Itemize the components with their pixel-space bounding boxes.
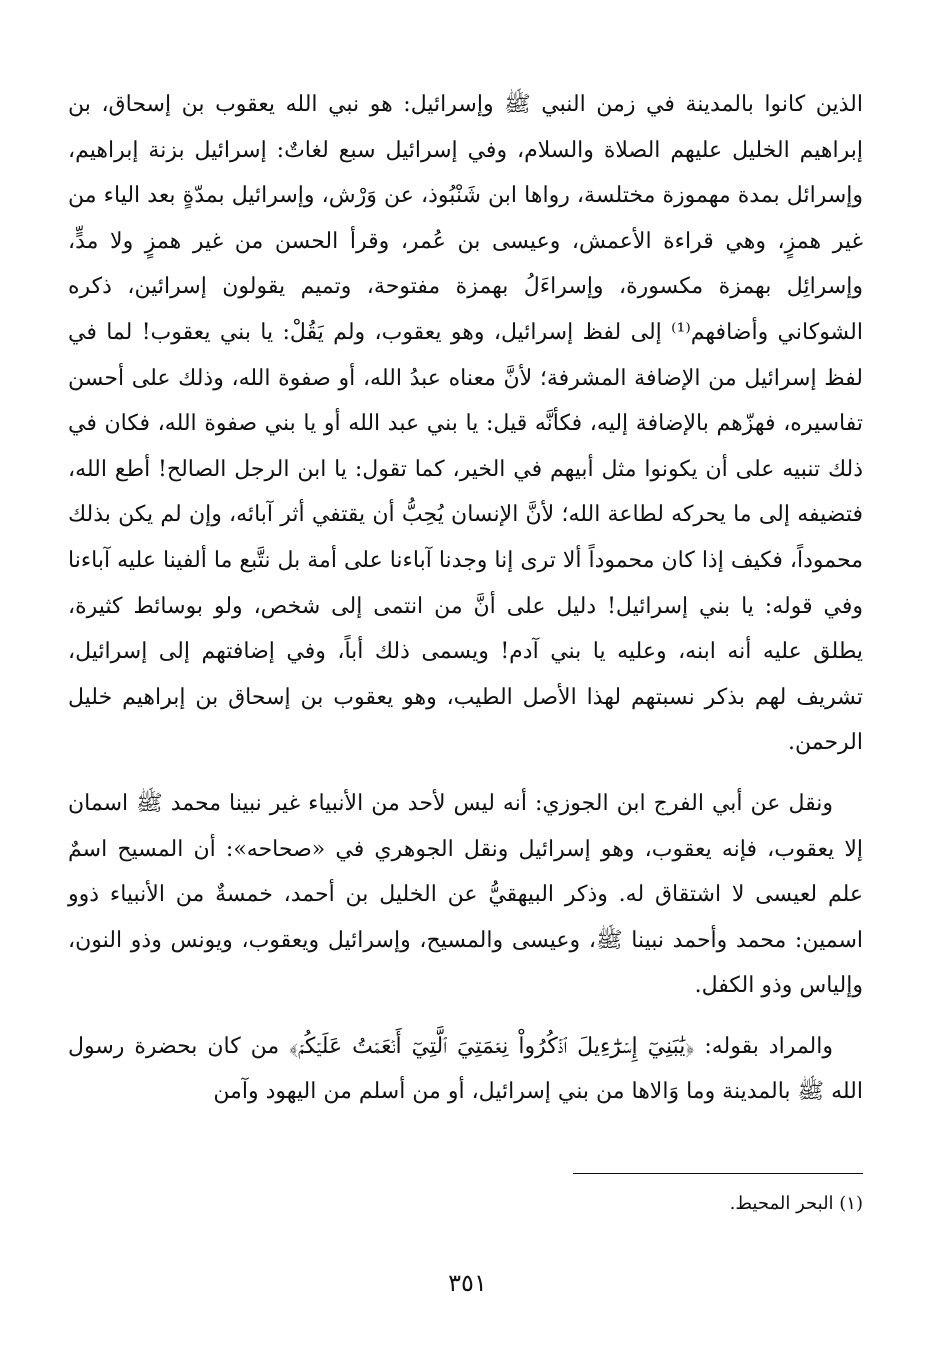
paragraph-1: الذين كانوا بالمدينة في زمن النبي ﷺ وإسرائيل: هو نبي الله يعقوب بن إسحاق، بن إبراهيم الخليل عليهم الصلاة والسلام، وفي إسرائيل سبع لغاتٌ: إسرائيل بزنة إبراهيم، وإسرائل بمدة مهموزة مختلسة، رواها ابن شَنْبُوذ، عن وَرْش، وإسرائيل بمدّةٍ بعد الياء من غير همزٍ، وهي قراءة الأعمش، وعيسى بن عُمر، وقرأ الحسن من غير همزٍ ولا مدٍّ، وإسرائِل بهمزة مكسورة، وإسراءَلُ بهمزة مفتوحة، وتميم يقولون إسرائين، ذكره الشوكاني وأضافهم⁽¹⁾ إلى لفظ إسرائيل، وهو يعقوب، ولم يَقُلْ: يا بني يعقوب! لما في لفظ إسرائيل من الإضافة المشرفة؛ لأنَّ معناه عبدُ الله، أو صفوة الله، وذلك على أحسن تفاسيره، فهزّهم بالإضافة إليه، فكأنَّه قيل: يا بني عبد الله أو يا بني صفوة الله، فكان في ذلك تنبيه على أن يكونوا مثل أبيهم في الخير، كما تقول: يا ابن الرجل الصالح! أطع الله، فتضيفه إلى ما يحركه لطاعة الله؛ لأنَّ الإنسان يُحِبُّ أن يقتفي أثر آبائه، وإن لم يكن بذلك محموداً، فكيف إذا كان محموداً ألا ترى إنا وجدنا آباءنا على أمة بل نتَّبع ما ألفينا عليه آباءنا وفي قوله: يا بني إسرائيل! دليل على أنَّ من انتمى إلى شخص، ولو بوسائط كثيرة، يطلق عليه أنه ابنه، وعليه يا بني آدم! ويسمى ذلك أباً، وفي إضافتهم إلى إسرائيل، تشريف لهم بذكر نسبتهم لهذا الأصل الطيب، وهو يعقوب بن إسحاق بن إبراهيم خليل الرحمن.: [68, 92, 864, 756]
footnote: (١) البحر المحيط.: [729, 1193, 863, 1214]
page-number: ٣٥١: [448, 1269, 487, 1297]
paragraph-2: ونقل عن أبي الفرج ابن الجوزي: أنه ليس لأحد من الأنبياء غير نبينا محمد ﷺ اسمان إلا يعقوب، فإنه يعقوب، وهو إسرائيل ونقل الجوهري في «صحاحه»: أن المسيح اسمٌ علم لعيسى لا اشتقاق له. وذكر البيهقيُّ عن الخليل بن أحمد، خمسةٌ من الأنبياء ذوو اسمين: محمد وأحمد نبينا ﷺ، وعيسى والمسيح، وإسرائيل ويعقوب، ويونس وذو النون، وإلياس وذو الكفل.: [68, 790, 863, 999]
paragraph-3: والمراد بقوله: ﴿يَٰبَنِيٓ إِسۡرَٰٓءِيلَ ٱذۡكُرُواْ نِعۡمَتِيَ ٱلَّتِيٓ أَنۡعَمۡتُ عَلَيۡكُمۡ﴾ من كان بحضرة رسول الله ﷺ بالمدينة وما وَالاها من بني إسرائيل، أو من أسلم من اليهود وآمن: [68, 1033, 863, 1105]
footnote-separator: [573, 1173, 863, 1174]
main-text: [68, 82, 863, 1115]
